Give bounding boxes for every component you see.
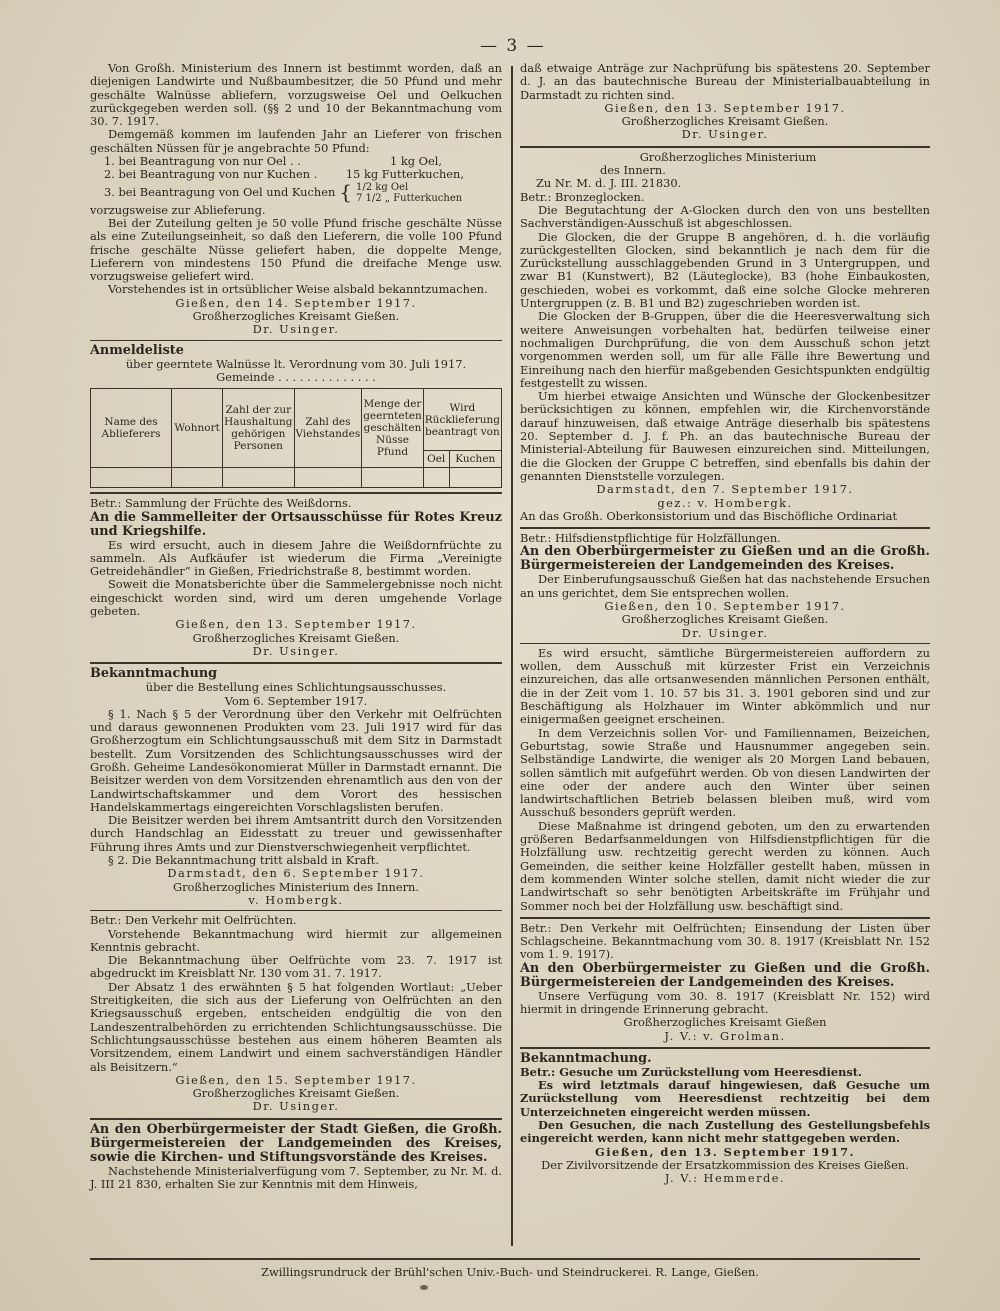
divider [90, 1118, 502, 1120]
hawthorn-date: Gießen, den 13. September 1917. [175, 617, 417, 632]
bells-authority: Großherzogliches Kreisamt Gießen. [621, 114, 829, 129]
divider [90, 492, 502, 494]
ministry-reference: Zu Nr. M. d. J. III. 21830. [536, 176, 682, 191]
oilseed-signature: Dr. Usinger. [252, 1099, 340, 1114]
military-notice-paragraph-1: Es wird letztmals darauf hingewiesen, daß Gesuche um Zurückstellung vom Heeresdienst rechtzeitig bei dem Unterzeichneten eingereicht werden müssen. [520, 1078, 930, 1119]
oilseed-subject: Betr.: Den Verkehr mit Oelfrüchten. [90, 913, 297, 928]
registration-form-table [90, 388, 502, 488]
walnut-paragraph-3: vorzugsweise zur Ablieferung. [90, 202, 266, 217]
ink-spot [420, 1285, 428, 1290]
woodcutting-heading: An den Oberbürgermeister zu Gießen und an die Großh. Bürgermeistereien der Landgemeinden des Kreises. [520, 544, 930, 574]
woodcutting-paragraph-3: In dem Verzeichnis sollen Vor- und Familiennamen, Beizeichen, Geburtstag, sowie Straße und Hausnummer angegeben sein. Selbständige Landwirte, die weniger als 20 Morgen Land bebauen, sollen sämtlich mit aufgeführt werden. Ob von diesen Landwirten der eine oder der andere auch den Winter über seinen landwirtschaftlichen Betrieb belassen bleiben muß, wird vom Ausschuß besonders geprüft werden. [520, 725, 930, 820]
bronze-bells-date: Darmstadt, den 7. September 1917. [596, 482, 854, 497]
hawthorn-heading: An die Sammelleiter der Ortsausschüsse für Rotes Kreuz und Kriegshilfe. [90, 509, 502, 539]
form-cell [449, 468, 501, 488]
woodcutting-date: Gießen, den 10. September 1917. [604, 598, 846, 613]
divider [520, 917, 930, 919]
military-notice-date: Gießen, den 13. September 1917. [594, 1144, 855, 1159]
form-subcol-cake: Kuchen [449, 451, 501, 468]
walnut-option-2: 2. bei Beantragung von nur Kuchen . 15 kg Futterkuchen, [104, 167, 464, 182]
bronze-bells-subject: Betr.: Bronzeglocken. [520, 189, 645, 204]
oilseed-lists-subject: Betr.: Den Verkehr mit Oelfrüchten; Einsendung der Listen über Schlagscheine. Bekanntmachung vom 30. 8. 1917 (Kreisblatt Nr. 152 vom 1. 9. 1917). [520, 920, 930, 962]
oilseed-lists-heading: An den Oberbürgermeister zu Gießen und die Großh. Bürgermeistereien der Landgemeinden des Kreises. [520, 960, 930, 990]
bronze-bells-signature: gez.: v. Hombergk. [657, 495, 793, 510]
bronze-bells-paragraph-4: Um hierbei etwaige Ansichten und Wünsche der Glockenbesitzer berücksichtigen zu können, empfehlen wir, die Kirchenvorstände darauf hinzuweisen, daß etwaige Anträge dieserhalb bis spätestens 20. September d. J. f. Ph. an das bautechnische Bureau der Ministerial-Abteilung für Bauwesen einzureichen sind. Mitteilungen, die die Glocken der Gruppe C betreffen, sind ebenfalls bis dahin der genannten Dienststelle vorzulegen. [520, 389, 930, 483]
form-subcol-oil: Oel [423, 451, 449, 468]
woodcutting-authority: Großherzogliches Kreisamt Gießen. [621, 612, 829, 627]
walnut-paragraph-2: Demgemäß kommen im laufenden Jahr an Lieferer von frischen geschälten Nüssen für je angebrachte 50 Pfund: [90, 127, 502, 155]
form-col-persons: Zahl der zur Haushaltung gehörigen Personen [223, 389, 294, 468]
hawthorn-paragraph-2: Soweit die Monatsberichte über die Sammelergebnisse noch nicht eingeschickt worden sind, wird um deren umgehende Vorlage gebeten. [90, 577, 502, 619]
form-col-name: Name des Ablieferers [91, 389, 172, 468]
bells-signature: Dr. Usinger. [681, 127, 769, 142]
walnut-date: Gießen, den 14. September 1917. [175, 295, 417, 310]
bells-address-heading: An den Oberbürgermeister der Stadt Gießen, die Großh. Bürgermeistereien der Landgemeinden des Kreises, sowie die Kirchen- und Stiftungsvorstände des Kreises. [90, 1121, 502, 1165]
form-col-residence: Wohnort [172, 389, 223, 468]
printer-imprint: Zwillingsrundruck der Brühl'schen Univ.-Buch- und Steindruckerei. R. Lange, Gießen. [261, 1265, 759, 1279]
arbitration-paragraph-1: § 1. Nach § 5 der Verordnung über den Verkehr mit Oelfrüchten und daraus gewonnenen Produkten vom 23. Juli 1917 wird für das Großherzogtum ein Schlichtungsausschuß mit dem Sitz in Darmstadt bestellt. Zum Vorsitzenden des Schlichtungsausschusses wird der Großh. Geheime Landesökonomierat Müller in Darmstadt ernannt. Die Beisitzer werden von dem Vorsitzenden ehrenamtlich aus den von der Landwirtschaftskammer und dem Vorort des hessischen Handelskammertags eingereichten Vorschlagslisten berufen. [90, 706, 502, 814]
military-notice-authority: Der Zivilvorsitzende der Ersatzkommission des Kreises Gießen. [541, 1157, 909, 1172]
ministry-name: Großherzogliches Ministerium [639, 149, 817, 164]
oilseed-paragraph-2: Die Bekanntmachung über Oelfrüchte vom 23. 7. 1917 ist abgedruckt im Kreisblatt Nr. 130 vom 31. 7. 1917. [90, 953, 502, 981]
divider [90, 662, 502, 664]
woodcutting-signature: Dr. Usinger. [681, 625, 769, 640]
bronze-bells-recipient: An das Großh. Oberkonsistorium und das Bischöfliche Ordinariat [520, 508, 898, 523]
hawthorn-authority: Großherzogliches Kreisamt Gießen. [192, 630, 400, 645]
form-cell [223, 468, 294, 488]
divider [520, 527, 930, 529]
form-cell [362, 468, 424, 488]
woodcutting-paragraph-2: Es wird ersucht, sämtliche Bürgermeistereien auffordern zu wollen, dem Ausschuß mit kürzester Frist ein Verzeichnis einzureichen, das alle ortsanwesenden männlichen Personen enthält, die in der Zeit vom 1. 10. 57 bis 31. 3. 1901 geboren sind und zur Beschäftigung als Holzhauer im Winter abkömmlich und nur einigermaßen geeignet erscheinen. [520, 645, 930, 727]
walnut-signature: Dr. Usinger. [252, 322, 340, 337]
form-subtitle: über geerntete Walnüsse lt. Verordnung vom 30. Juli 1917. [125, 356, 467, 371]
form-gemeinde: Gemeinde . . . . . . . . . . . . . . [216, 369, 376, 384]
military-notice-signature: J. V.: Hemmerde. [664, 1171, 786, 1186]
walnut-option-3-oil: 1/2 kg Oel [356, 181, 409, 193]
footer-rule [90, 1258, 920, 1260]
walnut-intro: Von Großh. Ministerium des Innern ist bestimmt worden, daß an diejenigen Landwirte und Nußbaumbesitzer, die 50 Pfund und mehr geschälte Walnüsse abliefern, vorzugsweise Oel und Oelkuchen zurückgegeben werden soll. (§§ 2 und 10 der Bekanntmachung vom 30. 7. 1917. [90, 61, 502, 129]
divider [90, 340, 502, 341]
arbitration-heading: Bekanntmachung [90, 666, 218, 682]
oilseed-authority: Großherzogliches Kreisamt Gießen. [192, 1086, 400, 1101]
oilseed-date: Gießen, den 15. September 1917. [175, 1072, 417, 1087]
arbitration-date-line: Vom 6. September 1917. [224, 693, 368, 708]
oilseed-paragraph-1: Vorstehende Bekanntmachung wird hiermit zur allgemeinen Kenntnis gebracht. [90, 926, 502, 954]
oilseed-lists-signature: J. V.: v. Grolman. [664, 1028, 786, 1043]
bells-date: Gießen, den 13. September 1917. [604, 100, 846, 115]
woodcutting-subject: Betr.: Hilfsdienstpflichtige für Holzfällungen. [520, 531, 781, 546]
arbitration-paragraph-2: Die Beisitzer werden bei ihrem Amtsantritt durch den Vorsitzenden durch Handschlag an Eidesstatt zu treuer und gewissenhafter Führung ihres Amts und zur Dienstverschwiegenheit verpflichtet. [90, 813, 502, 854]
divider [90, 910, 502, 911]
form-col-quantity: Menge der geernteten geschälten Nüsse Pfund [362, 389, 424, 468]
bronze-bells-paragraph-1: Die Begutachtung der A-Glocken durch den von uns bestellten Sachverständigen-Ausschuß ist abgeschlossen. [520, 202, 930, 231]
oilseed-paragraph-3: Der Absatz 1 des erwähnten § 5 hat folgenden Wortlaut: „Ueber Streitigkeiten, die sich aus der Lieferung von Oelfrüchten an den Kriegsausschuß ergeben, entscheiden endgültig die von den Landeszentralbehörden zu errichtenden Schlichtungsausschüsse. Die Schlichtungsausschüsse bestehen aus einem höheren Beamten als Vorsitzendem, einem Landwirt und einem sachverständigen Händler als Beisitzern.“ [90, 979, 502, 1074]
bells-address-paragraph: Nachstehende Ministerialverfügung vom 7. September, zu Nr. M. d. J. III 21 830, erhalten Sie zur Kenntnis mit dem Hinweis, [90, 1163, 502, 1191]
left-column [90, 62, 502, 1191]
form-cell [423, 468, 449, 488]
hawthorn-signature: Dr. Usinger. [252, 643, 340, 658]
right-column [520, 62, 930, 1186]
column-divider [511, 66, 513, 1246]
walnut-paragraph-5: Vorstehendes ist in ortsüblicher Weise alsbald bekanntzumachen. [108, 282, 488, 297]
woodcutting-paragraph-4: Diese Maßnahme ist dringend geboten, um den zu erwartenden größeren Bedarfsanmeldungen von Hilfsdienstpflichtigen für die Holzfällung usw. rechtzeitig gerecht werden zu können. Auch Gemeinden, die seither keine Holzfäller gestellt haben, müssen in dem kommenden Winter solche stellen, damit nicht wieder die zur Landwirtschaft so sehr benötigten Arbeitskräfte im Frühjahr und Sommer noch bei der Holzfällung usw. beschäftigt sind. [520, 818, 930, 913]
arbitration-date: Darmstadt, den 6. September 1917. [167, 866, 425, 881]
walnut-paragraph-4: Bei der Zuteilung gelten je 50 volle Pfund frische geschälte Nüsse als eine Zuteilungseinheit, so daß den Lieferern, die volle 100 Pfund frische geschälte Nüsse geliefert haben, die doppelte Menge, Lieferern von mindestens 150 Pfund die dreifache Menge usw. vorzugsweise geliefert wird. [90, 215, 502, 284]
form-title: Anmeldeliste [90, 342, 184, 358]
bells-continuation: daß etwaige Anträge zur Nachprüfung bis spätestens 20. September d. J. an das bautechnische Bureau der Ministerialbauabteilung in Darmstadt zu richten sind. [520, 61, 930, 102]
form-cell [294, 468, 362, 488]
hawthorn-paragraph-1: Es wird ersucht, auch in diesem Jahre die Weißdornfrüchte zu sammeln. Als Aufkäufer ist wiederum die Firma „Vereinigte Getreidehändler“ in Gießen, Friedrichstraße 8, bestimmt worden. [90, 537, 502, 579]
walnut-option-3: 3. bei Beantragung von Oel und Kuchen { 1/2 kg Oel 7 1/2 „ Futterkuchen [104, 180, 463, 205]
form-cell [172, 468, 223, 488]
form-col-return: Wird Rücklieferung beantragt von [423, 389, 501, 451]
arbitration-authority: Großherzogliches Ministerium des Innern. [173, 879, 419, 894]
bronze-bells-paragraph-3: Die Glocken der B-Gruppen, über die die Heeresverwaltung sich weitere Anweisungen vorbehalten hat, bedürfen teilweise einer nochmaligen Durchprüfung, die von dem Ausschuß schon jetzt vorgenommen werden soll, um für alle Fälle ihre Bewertung und Einreihung nach den hierfür maßgebenden Gesichtspunkten endgültig festgestellt zu wissen. [520, 309, 930, 390]
bronze-bells-paragraph-2: Die Glocken, die der Gruppe B angehören, d. h. die vorläufig zurückgestellten Glocken, sind bekanntlich je nach dem für die Zurückstellung ausschlaggebenden Grund in 3 Untergruppen, und zwar B1 (Kunstwert), B2 (Läuteglocke), B3 (hohe Einbaukosten, geschieden, wobei es vorkommt, daß eine solche Glocke mehreren Untergruppen (z. B. B1 und B2) zugeschrieben worden ist. [520, 229, 930, 311]
military-notice-paragraph-2: Den Gesuchen, die nach Zustellung des Gestellungsbefehls eingereicht werden, kann nicht mehr stattgegeben werden. [520, 1118, 930, 1146]
walnut-option-3-cake: 7 1/2 „ Futterkuchen [356, 192, 463, 204]
military-notice-subject: Betr.: Gesuche um Zurückstellung vom Heeresdienst. [520, 1064, 863, 1079]
walnut-option-1: 1. bei Beantragung von nur Oel . . 1 kg Oel, [104, 154, 442, 169]
military-notice-heading: Bekanntmachung. [520, 1050, 652, 1066]
form-cell [91, 468, 172, 488]
woodcutting-paragraph-1: Der Einberufungsausschuß Gießen hat das nachstehende Ersuchen an uns gerichtet, dem Sie entsprechen wollen. [520, 572, 930, 600]
divider [520, 643, 930, 644]
divider [520, 1047, 930, 1049]
form-col-livestock: Zahl des Viehstandes [294, 389, 362, 468]
page-number: — 3 — [480, 36, 546, 56]
arbitration-signature: v. Hombergk. [248, 892, 344, 907]
ministry-department: des Innern. [600, 163, 666, 178]
walnut-authority: Großherzogliches Kreisamt Gießen. [192, 309, 400, 324]
divider [520, 146, 930, 148]
arbitration-subtitle: über die Bestellung eines Schlichtungsausschusses. [145, 680, 447, 695]
arbitration-paragraph-3: § 2. Die Bekanntmachung tritt alsbald in Kraft. [108, 853, 380, 868]
oilseed-lists-authority: Großherzogliches Kreisamt Gießen [623, 1015, 827, 1030]
hawthorn-subject: Betr.: Sammlung der Früchte des Weißdorns. [90, 496, 352, 511]
oilseed-lists-paragraph: Unsere Verfügung vom 30. 8. 1917 (Kreisblatt Nr. 152) wird hiermit in dringende Erinnerung gebracht. [520, 988, 930, 1016]
